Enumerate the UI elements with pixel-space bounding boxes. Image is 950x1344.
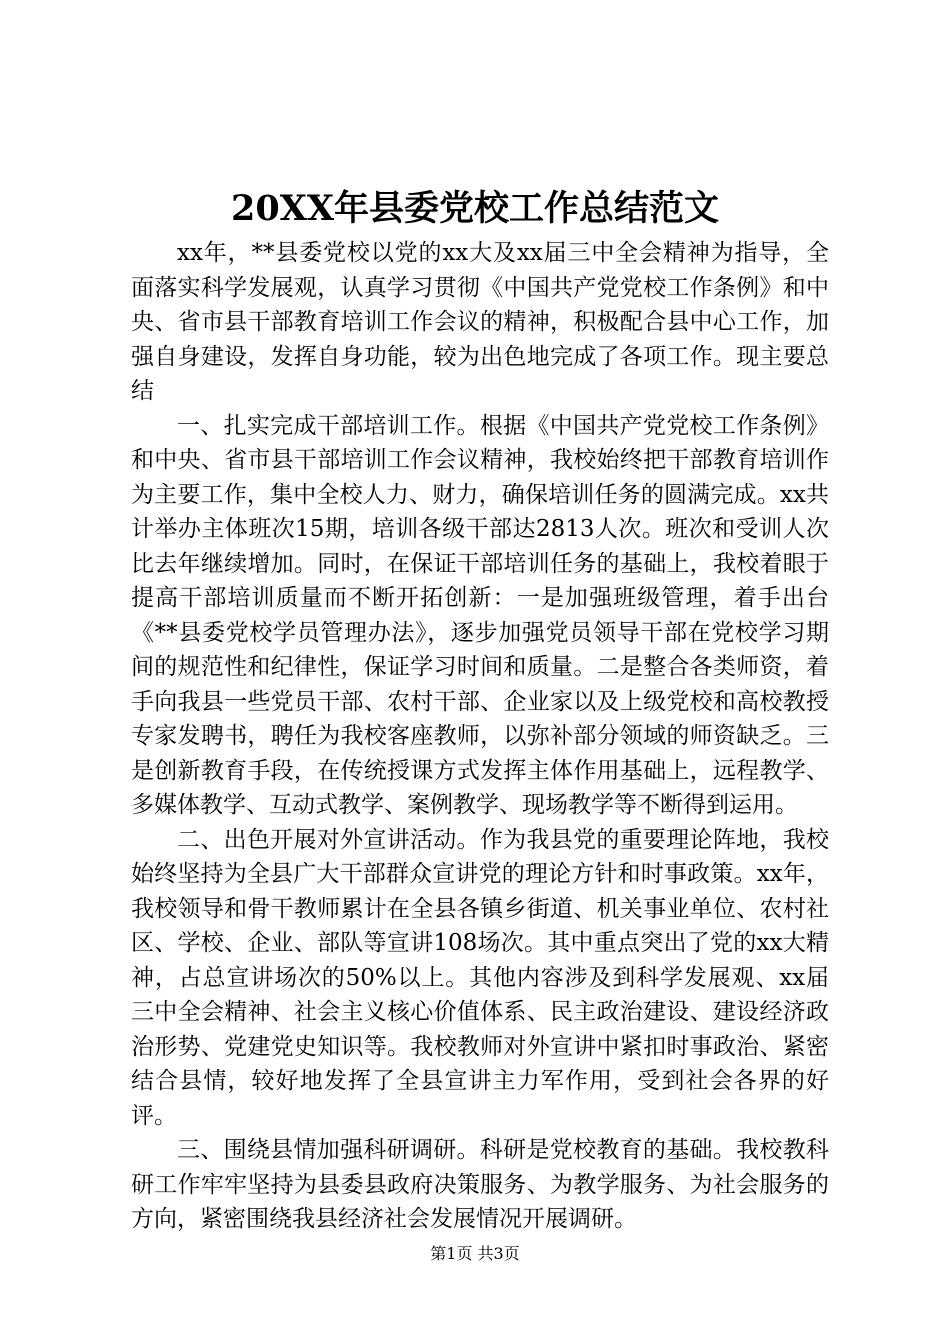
document-title: 20XX年县委党校工作总结范文 — [230, 188, 720, 229]
document-body — [131, 236, 829, 1237]
paragraph-section-2: 二、出色开展对外宣讲活动。作为我县党的重要理论阵地，我校始终坚持为全县广大干部群众宣讲党的理论方针和时事政策。xx年，我校领导和骨干教师累计在全县各镇乡街道、机关事业单位、农村社区、学校、企业、部队等宣讲108场次。其中重点突出了党的xx大精神，占总宣讲场次的50%以上。其他内容涉及到科学发展观、xx届三中全会精神、社会主义核心价值体系、民主政治建设、建设经济政治形势、党建党史知识等。我校教师对外宣讲中紧扣时事政治、紧密结合县情，较好地发挥了全县宣讲主力军作用，受到社会各界的好评。 — [131, 826, 829, 1129]
paragraph-section-1: 一、扎实完成干部培训工作。根据《中国共产党党校工作条例》和中央、省市县干部培训工作会议精神，我校始终把干部教育培训作为主要工作，集中全校人力、财力，确保培训任务的圆满完成。xx共计举办主体班次15期，培训各级干部达2813人次。班次和受训人次比去年继续增加。同时，在保证干部培训任务的基础上，我校着眼于提高干部培训质量而不断开拓创新：一是加强班级管理，着手出台《**县委党校学员管理办法》，逐步加强党员领导干部在党校学习期间的规范性和纪律性，保证学习时间和质量。二是整合各类师资，着手向我县一些党员干部、农村干部、企业家以及上级党校和高校教授专家发聘书，聘任为我校客座教师，以弥补部分领域的师资缺乏。三是创新教育手段，在传统授课方式发挥主体作用基础上，远程教学、多媒体教学、互动式教学、案例教学、现场教学等不断得到运用。 — [131, 412, 829, 818]
paragraph-intro: xx年，**县委党校以党的xx大及xx届三中全会精神为指导，全面落实科学发展观，认真学习贯彻《中国共产党党校工作条例》和中央、省市县干部教育培训工作会议的精神，积极配合县中心工作，加强自身建设，发挥自身功能，较为出色地完成了各项工作。现主要总结 — [131, 240, 829, 404]
page-number-footer: 第1页 共3页 — [430, 1244, 520, 1263]
paragraph-section-3: 三、围绕县情加强科研调研。科研是党校教育的基础。我校教科研工作牢牢坚持为县委县政府决策服务、为教学服务、为社会服务的方向，紧密围绕我县经济社会发展情况开展调研。 — [131, 1137, 829, 1232]
